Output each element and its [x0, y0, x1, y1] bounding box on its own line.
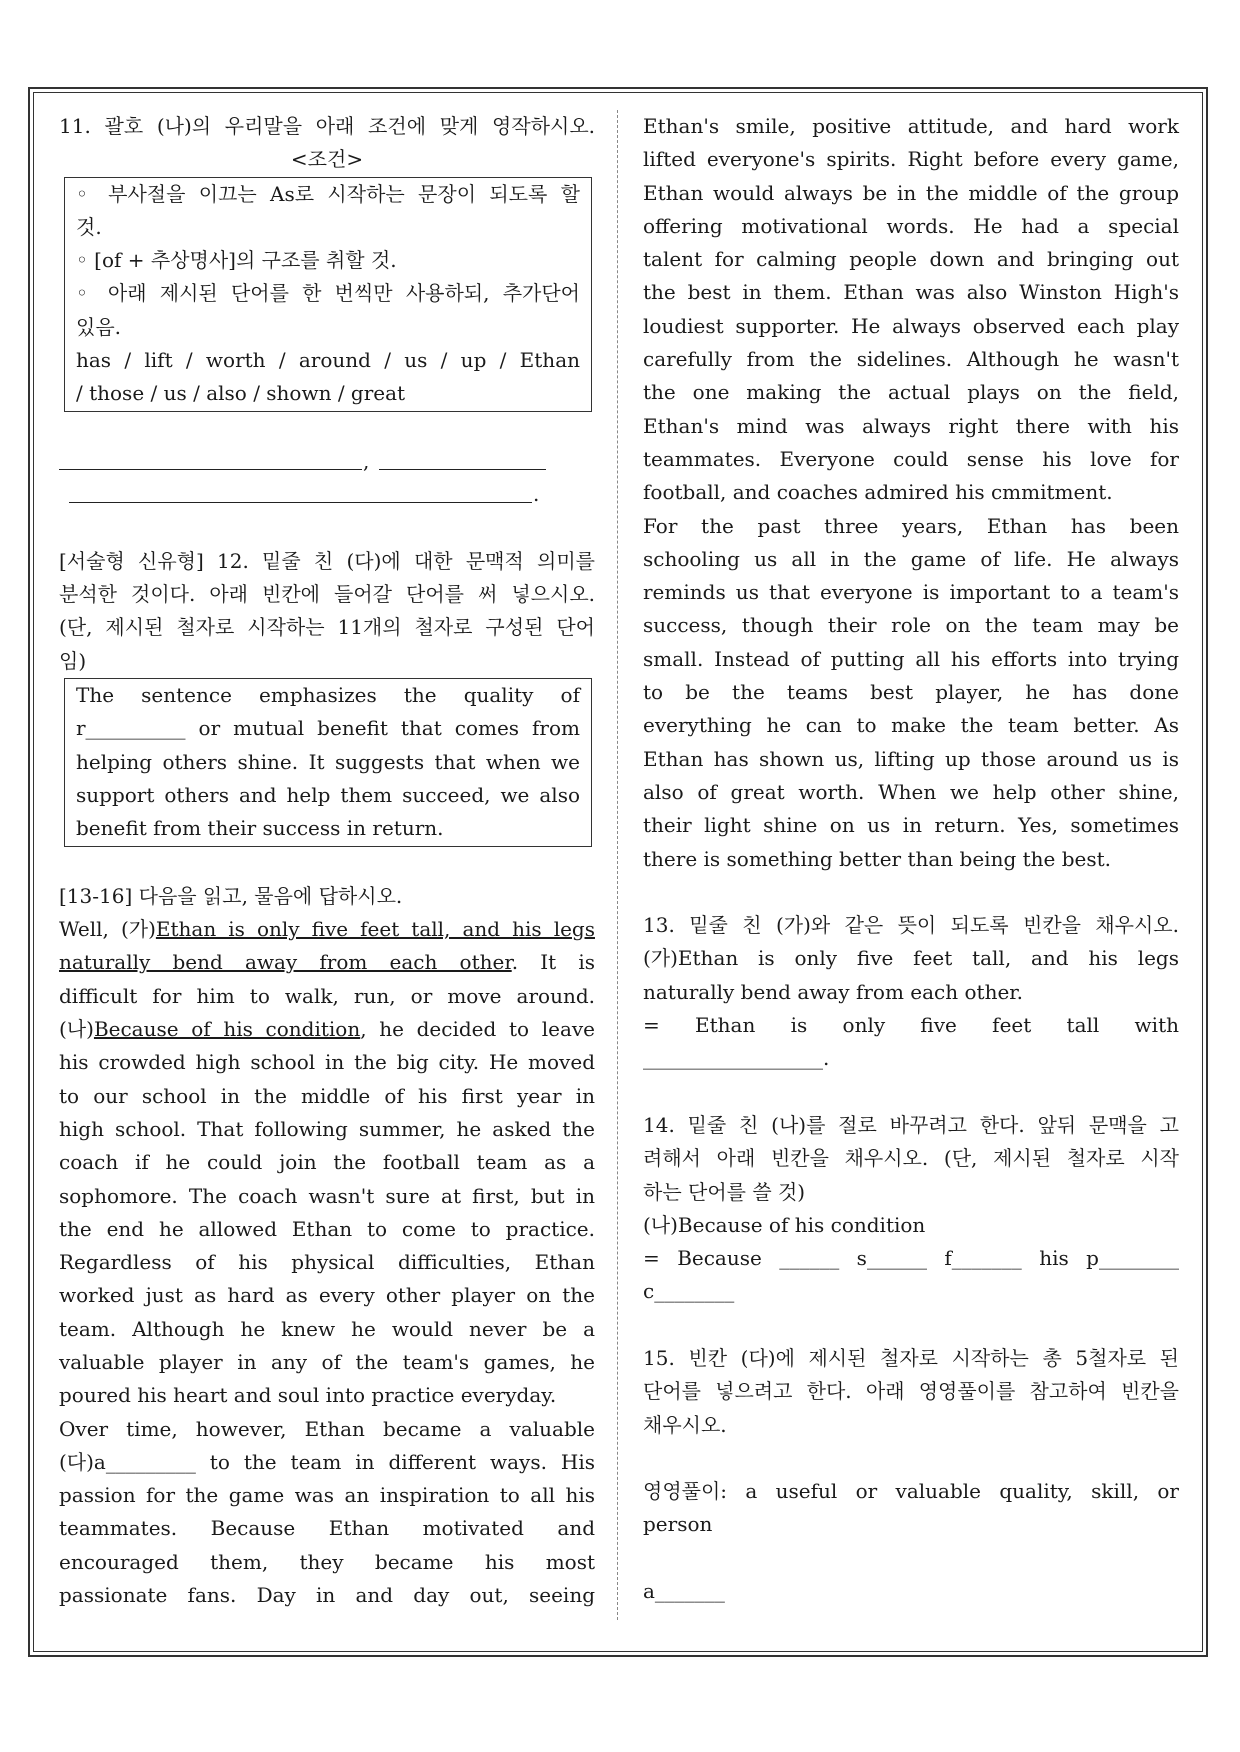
passage-line: high school. That following summer, he asked the [59, 1116, 595, 1141]
passage-line: (나)Because of his condition, he decided to leave [59, 1017, 595, 1042]
q12-instruction: (단, 제시된 철자로 시작하는 11개의 철자로 구성된 단어 [59, 615, 595, 640]
passage-line: lifted everyone's spirits. Right before every game, [643, 147, 1179, 172]
passage-line: teammates. Everyone could sense his love for [643, 446, 1179, 471]
q12-box-line: benefit from their success in return. [76, 816, 444, 841]
q11-condition-line: 있음. [76, 314, 121, 339]
q14-answer-line: c________ [643, 1279, 735, 1304]
passage-line: poured his heart and soul into practice everyday. [59, 1383, 557, 1408]
passage-line: team. Although he knew he would never be a [59, 1316, 595, 1341]
underlined-ga: Ethan is only five feet tall, and his legs [155, 917, 595, 942]
passage-line: difficult for him to walk, run, or move around. [59, 983, 595, 1008]
passage-line: encouraged them, they became his most [59, 1549, 595, 1574]
q14-instruction: 하는 단어를 쓸 것) [643, 1179, 806, 1204]
passage-line: coach if he could join the football team as a [59, 1150, 595, 1175]
passage-line: sophomore. The coach wasn't sure at first, but in [59, 1183, 595, 1208]
passage-line: Well, (가)Ethan is only five feet tall, and his legs [59, 917, 595, 942]
passage-line: also of great worth. When we help other shine, [643, 779, 1179, 804]
q14-line: (나)Because of his condition [643, 1212, 926, 1237]
passage-line: their light shine on us in return. Yes, sometimes [643, 813, 1179, 838]
q11-condition-line: ◦ [of + 추상명사]의 구조를 취할 것. [76, 248, 397, 273]
q11-condition-heading: <조건> [290, 147, 364, 172]
passage-line: his crowded high school in the big city. He moved [59, 1050, 595, 1075]
passage-line: passion for the game was an inspiration to all his [59, 1483, 595, 1508]
passage-line: reminds us that everyone is important to a team's [643, 580, 1179, 605]
underlined-na: Because of his condition [93, 1017, 361, 1042]
left-column [59, 110, 595, 1612]
passage-line: carefully from the sidelines. Although he wasn't [643, 347, 1179, 372]
passage-heading: [13-16] 다음을 읽고, 물음에 답하시오. [59, 883, 403, 908]
passage-line: Ethan's mind was always right there with his [643, 413, 1179, 438]
passage-line: there is something better than being the best. [643, 846, 1112, 871]
column-divider [617, 110, 618, 1620]
q15-answer-blank: a_______ [643, 1579, 725, 1604]
passage-line: talent for calming people down and bringing out [643, 247, 1179, 272]
q13-title: 13. 밑줄 친 (가)와 같은 뜻이 되도록 빈칸을 채우시오. [643, 913, 1179, 938]
q11-answer-line-1 [59, 445, 595, 478]
passage-line: valuable player in any of the team's games, he [59, 1349, 595, 1374]
passage-line: Ethan would always be in the middle of the group [643, 180, 1179, 205]
passage-line: teammates. Because Ethan motivated and [59, 1516, 595, 1541]
q12-box-line: helping others shine. It suggests that when we [76, 749, 580, 774]
q12-analysis-box [64, 678, 592, 846]
passage-line: everything he can to make the team better. As [643, 713, 1179, 738]
q13-line: = Ethan is only five feet tall with [643, 1013, 1179, 1038]
underlined-ga: naturally bend away from each other [59, 950, 512, 975]
q12-box-line: support others and help them succeed, we also [76, 782, 580, 807]
q15-definition: 영영풀이: a useful or valuable quality, skill, or [643, 1479, 1179, 1504]
q15-definition: person [643, 1512, 713, 1537]
q11-answer-line-2 [59, 478, 595, 511]
passage-line: Ethan's smile, positive attitude, and hard work [643, 114, 1179, 138]
q11-answer-blank [59, 469, 362, 470]
passage-line: Ethan has shown us, lifting up those around us is [643, 746, 1179, 771]
passage-line: For the past three years, Ethan has been [643, 513, 1179, 538]
q13-answer-blank: __________________. [643, 1046, 830, 1071]
q12-instruction: 임) [59, 648, 87, 673]
q11-word-bank: has / lift / worth / around / us / up / Ethan [76, 348, 580, 373]
q11-answer-blank [379, 469, 546, 470]
passage-line: naturally bend away from each other. It is [59, 950, 595, 975]
q11-answer-blank [69, 502, 532, 503]
q12-title: [서술형 신유형] 12. 밑줄 친 (다)에 대한 문맥적 의미를 [59, 548, 595, 573]
q12-box-line: r__________ or mutual benefit that comes from [76, 716, 580, 741]
q11-answer-comma: , [363, 448, 370, 473]
q12-box-line: The sentence emphasizes the quality of [76, 683, 580, 708]
passage-line: to our school in the middle of his first year in [59, 1083, 595, 1108]
q14-instruction: 려해서 아래 빈칸을 채우시오. (단, 제시된 철자로 시작 [643, 1146, 1179, 1171]
passage-line: football, and coaches admired his cmmitment. [643, 480, 1113, 505]
q11-word-bank: / those / us / also / shown / great [76, 381, 406, 406]
q11-condition-box [64, 177, 592, 412]
passage-line: Regardless of his physical difficulties, Ethan [59, 1250, 595, 1275]
q15-instruction: 채우시오. [643, 1412, 727, 1437]
passage-line: (다)a_________ to the team in different ways. His [59, 1449, 595, 1474]
q15-title: 15. 빈칸 (다)에 제시된 철자로 시작하는 총 5철자로 된 [643, 1345, 1179, 1370]
passage-line: loudiest supporter. He always observed each play [643, 313, 1179, 338]
q11-condition-line: 것. [76, 214, 102, 239]
passage-line: small. Instead of putting all his efforts into trying [643, 646, 1179, 671]
q11-title: 11. 괄호 (나)의 우리말을 아래 조건에 맞게 영작하시오. [59, 114, 595, 138]
passage-line: success, though their role on the team may be [643, 613, 1179, 638]
passage-line: Over time, however, Ethan became a valuable [59, 1416, 595, 1441]
q14-title: 14. 밑줄 친 (나)를 절로 바꾸려고 한다. 앞뒤 문맥을 고 [643, 1112, 1179, 1137]
right-column [643, 110, 1179, 1608]
passage-line: the end he allowed Ethan to come to practice. [59, 1216, 595, 1241]
passage-line: worked just as hard as every other player on the [59, 1283, 595, 1308]
passage-line: to be the teams best player, he has done [643, 680, 1179, 705]
q12-instruction: 분석한 것이다. 아래 빈칸에 들어갈 단어를 써 넣으시오. [59, 582, 595, 607]
q13-line: (가)Ethan is only five feet tall, and his legs [643, 946, 1179, 971]
q11-condition-line: ◦ 부사절을 이끄는 As로 시작하는 문장이 되도록 할 [76, 181, 580, 206]
passage-line: schooling us all in the game of life. He always [643, 546, 1179, 571]
passage-line: passionate fans. Day in and day out, seeing [59, 1583, 595, 1608]
passage-line: offering motivational words. He had a special [643, 213, 1179, 238]
q13-line: naturally bend away from each other. [643, 979, 1023, 1004]
q11-answer-period: . [533, 482, 540, 507]
q11-condition-line: ◦ 아래 제시된 단어를 한 번씩만 사용하되, 추가단어 [76, 281, 580, 306]
q14-answer-line: = Because ______ s______ f_______ his p________ [643, 1246, 1179, 1271]
passage-line: the best in them. Ethan was also Winston High's [643, 280, 1179, 305]
passage-line: the one making the actual plays on the field, [643, 380, 1179, 405]
q15-instruction: 단어를 넣으려고 한다. 아래 영영풀이를 참고하여 빈칸을 [643, 1379, 1179, 1404]
